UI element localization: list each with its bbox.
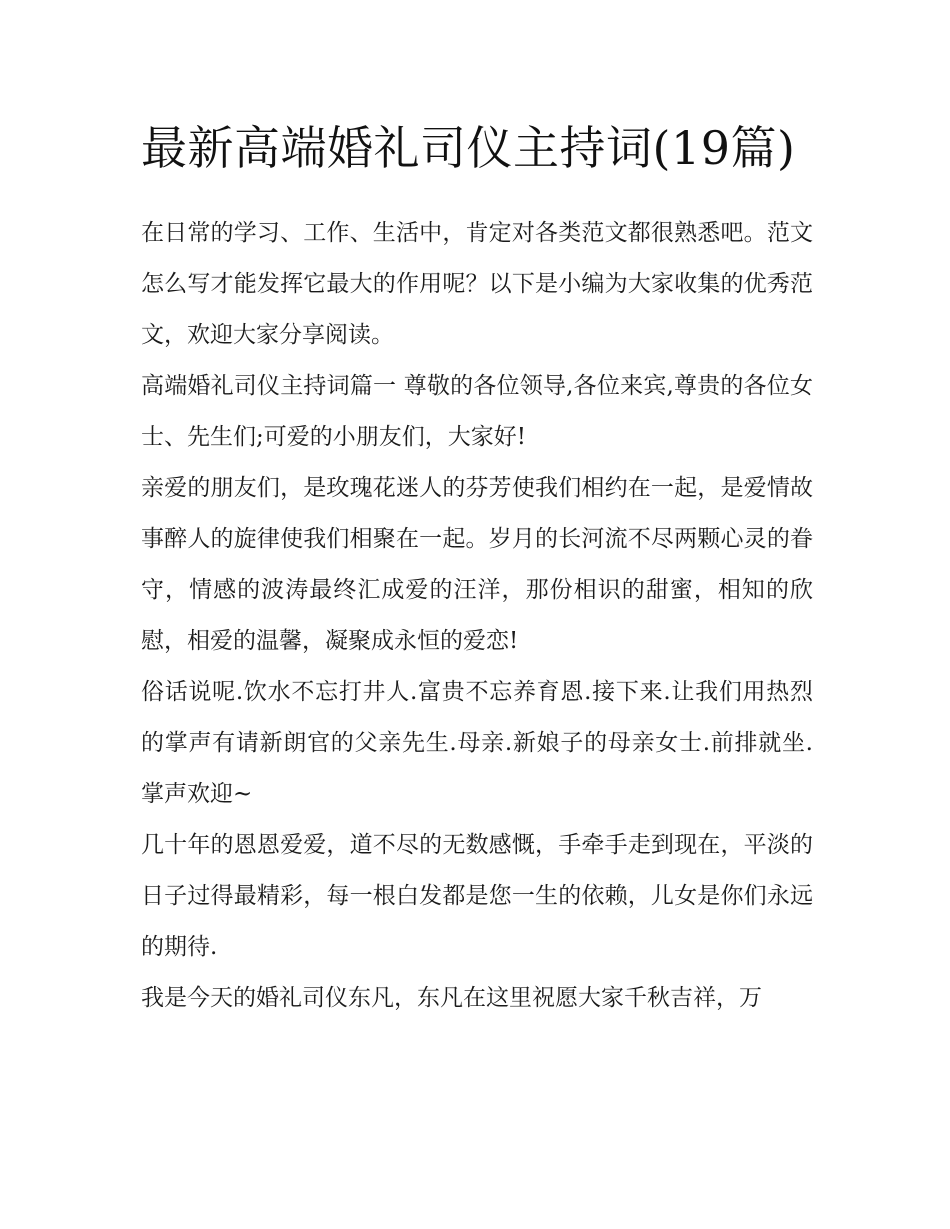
document-body xyxy=(141,208,813,1024)
paragraph-greeting: 高端婚礼司仪主持词篇一 尊敬的各位领导,各位来宾,尊贵的各位女士、先生们;可爱的小朋友们，大家好! xyxy=(141,373,813,450)
paragraph-parents-invite: 俗话说呢.饮水不忘打井人.富贵不忘养育恩.接下来.让我们用热烈的掌声有请新朗官的父亲先生.母亲.新娘子的母亲女士.前排就坐.掌声欢迎~ xyxy=(141,679,813,807)
document-title: 最新高端婚礼司仪主持词(19篇) xyxy=(141,121,796,175)
paragraph-intro: 在日常的学习、工作、生活中，肯定对各类范文都很熟悉吧。范文怎么写才能发挥它最大的作用呢？以下是小编为大家收集的优秀范文，欢迎大家分享阅读。 xyxy=(141,220,813,348)
paragraph-tribute: 几十年的恩恩爱爱，道不尽的无数感慨，手牵手走到现在，平淡的日子过得最精彩，每一根白发都是您一生的依赖，儿女是你们永远的期待. xyxy=(141,832,813,960)
paragraph-opening: 亲爱的朋友们，是玫瑰花迷人的芬芳使我们相约在一起，是爱情故事醉人的旋律使我们相聚在一起。岁月的长河流不尽两颗心灵的眷守，情感的波涛最终汇成爱的汪洋，那份相识的甜蜜，相知的欣慰，相爱的温馨，凝聚成永恒的爱恋! xyxy=(141,475,813,654)
document-page xyxy=(141,112,813,1024)
paragraph-host-intro: 我是今天的婚礼司仪东凡，东凡在这里祝愿大家千秋吉祥，万 xyxy=(141,985,762,1011)
